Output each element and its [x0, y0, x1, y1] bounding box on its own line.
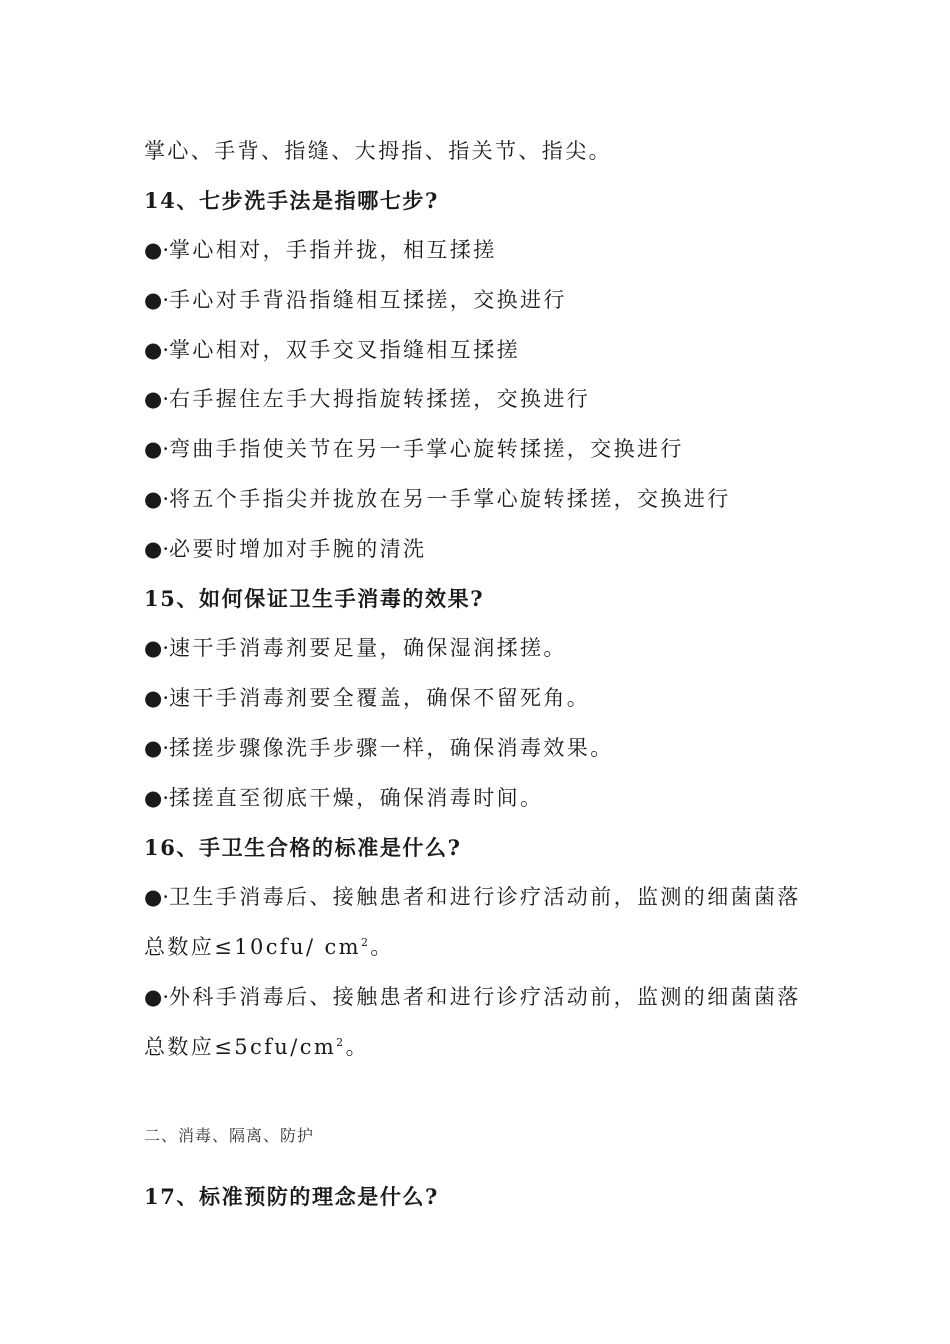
question-15-title: 15、如何保证卫生手消毒的效果?: [144, 586, 485, 611]
list-item: [144, 734, 614, 762]
bullet-icon: ●·: [144, 636, 169, 660]
list-item: [144, 286, 567, 314]
bullet-icon: ●·: [144, 985, 169, 1009]
list-item-text: 右手握住左手大拇指旋转揉搓，交换进行: [169, 387, 591, 411]
list-item-text: 弯曲手指使关节在另一手掌心旋转揉搓，交换进行: [169, 437, 684, 461]
list-item-text: 卫生手消毒后、接触患者和进行诊疗活动前，监测的细菌菌落: [169, 885, 801, 909]
superscript: 2: [361, 936, 371, 949]
bullet-icon: ●·: [144, 786, 169, 810]
list-item-text: 总数应≤5cfu/cm: [144, 1035, 337, 1059]
list-item: [144, 385, 590, 413]
list-item-text: 速干手消毒剂要足量，确保湿润揉搓。: [169, 636, 567, 660]
list-item-text: 必要时增加对手腕的清洗: [169, 537, 427, 561]
list-item-continuation: [144, 1033, 369, 1061]
list-item-text: 揉搓步骤像洗手步骤一样，确保消毒效果。: [169, 736, 614, 760]
list-item-text: 掌心相对，双手交叉指缝相互揉搓: [169, 338, 520, 362]
list-item-text: 总数应≤10cfu/ cm: [144, 935, 362, 959]
list-item: [144, 236, 497, 264]
line-end: 。: [370, 935, 394, 959]
bullet-icon: ●·: [144, 387, 169, 411]
bullet-icon: ●·: [144, 885, 169, 909]
question-14-title: 14、七步洗手法是指哪七步?: [144, 188, 439, 213]
question-17-title: 17、标准预防的理念是什么?: [144, 1184, 439, 1209]
line-end: 。: [345, 1035, 369, 1059]
bullet-icon: ●·: [144, 487, 169, 511]
list-item: [144, 684, 590, 712]
list-item: [144, 634, 567, 662]
intro-line: 掌心、手背、指缝、大拇指、指关节、指尖。: [144, 139, 612, 163]
list-item-text: 速干手消毒剂要全覆盖，确保不留死角。: [169, 686, 591, 710]
bullet-icon: ●·: [144, 686, 169, 710]
bullet-icon: ●·: [144, 288, 169, 312]
list-item-continuation: [144, 933, 394, 961]
list-item-text: 外科手消毒后、接触患者和进行诊疗活动前，监测的细菌菌落: [169, 985, 801, 1009]
section-2-label: 二、消毒、隔离、防护: [144, 1126, 315, 1145]
list-item-text: 手心对手背沿指缝相互揉搓，交换进行: [169, 288, 567, 312]
bullet-icon: ●·: [144, 537, 169, 561]
list-item: [144, 485, 731, 513]
superscript: 2: [336, 1036, 346, 1049]
list-item-text: 掌心相对，手指并拢，相互揉搓: [169, 238, 497, 262]
list-item: [144, 535, 426, 563]
bullet-icon: ●·: [144, 338, 169, 362]
bullet-icon: ●·: [144, 238, 169, 262]
bullet-icon: ●·: [144, 437, 169, 461]
question-16-title: 16、手卫生合格的标准是什么?: [144, 835, 462, 860]
bullet-icon: ●·: [144, 736, 169, 760]
list-item-text: 揉搓直至彻底干燥，确保消毒时间。: [169, 786, 544, 810]
list-item: [144, 435, 684, 463]
list-item-text: 将五个手指尖并拢放在另一手掌心旋转揉搓，交换进行: [169, 487, 731, 511]
list-item: [144, 336, 520, 364]
list-item: [144, 784, 543, 812]
list-item: [144, 883, 801, 911]
list-item: [144, 983, 801, 1011]
